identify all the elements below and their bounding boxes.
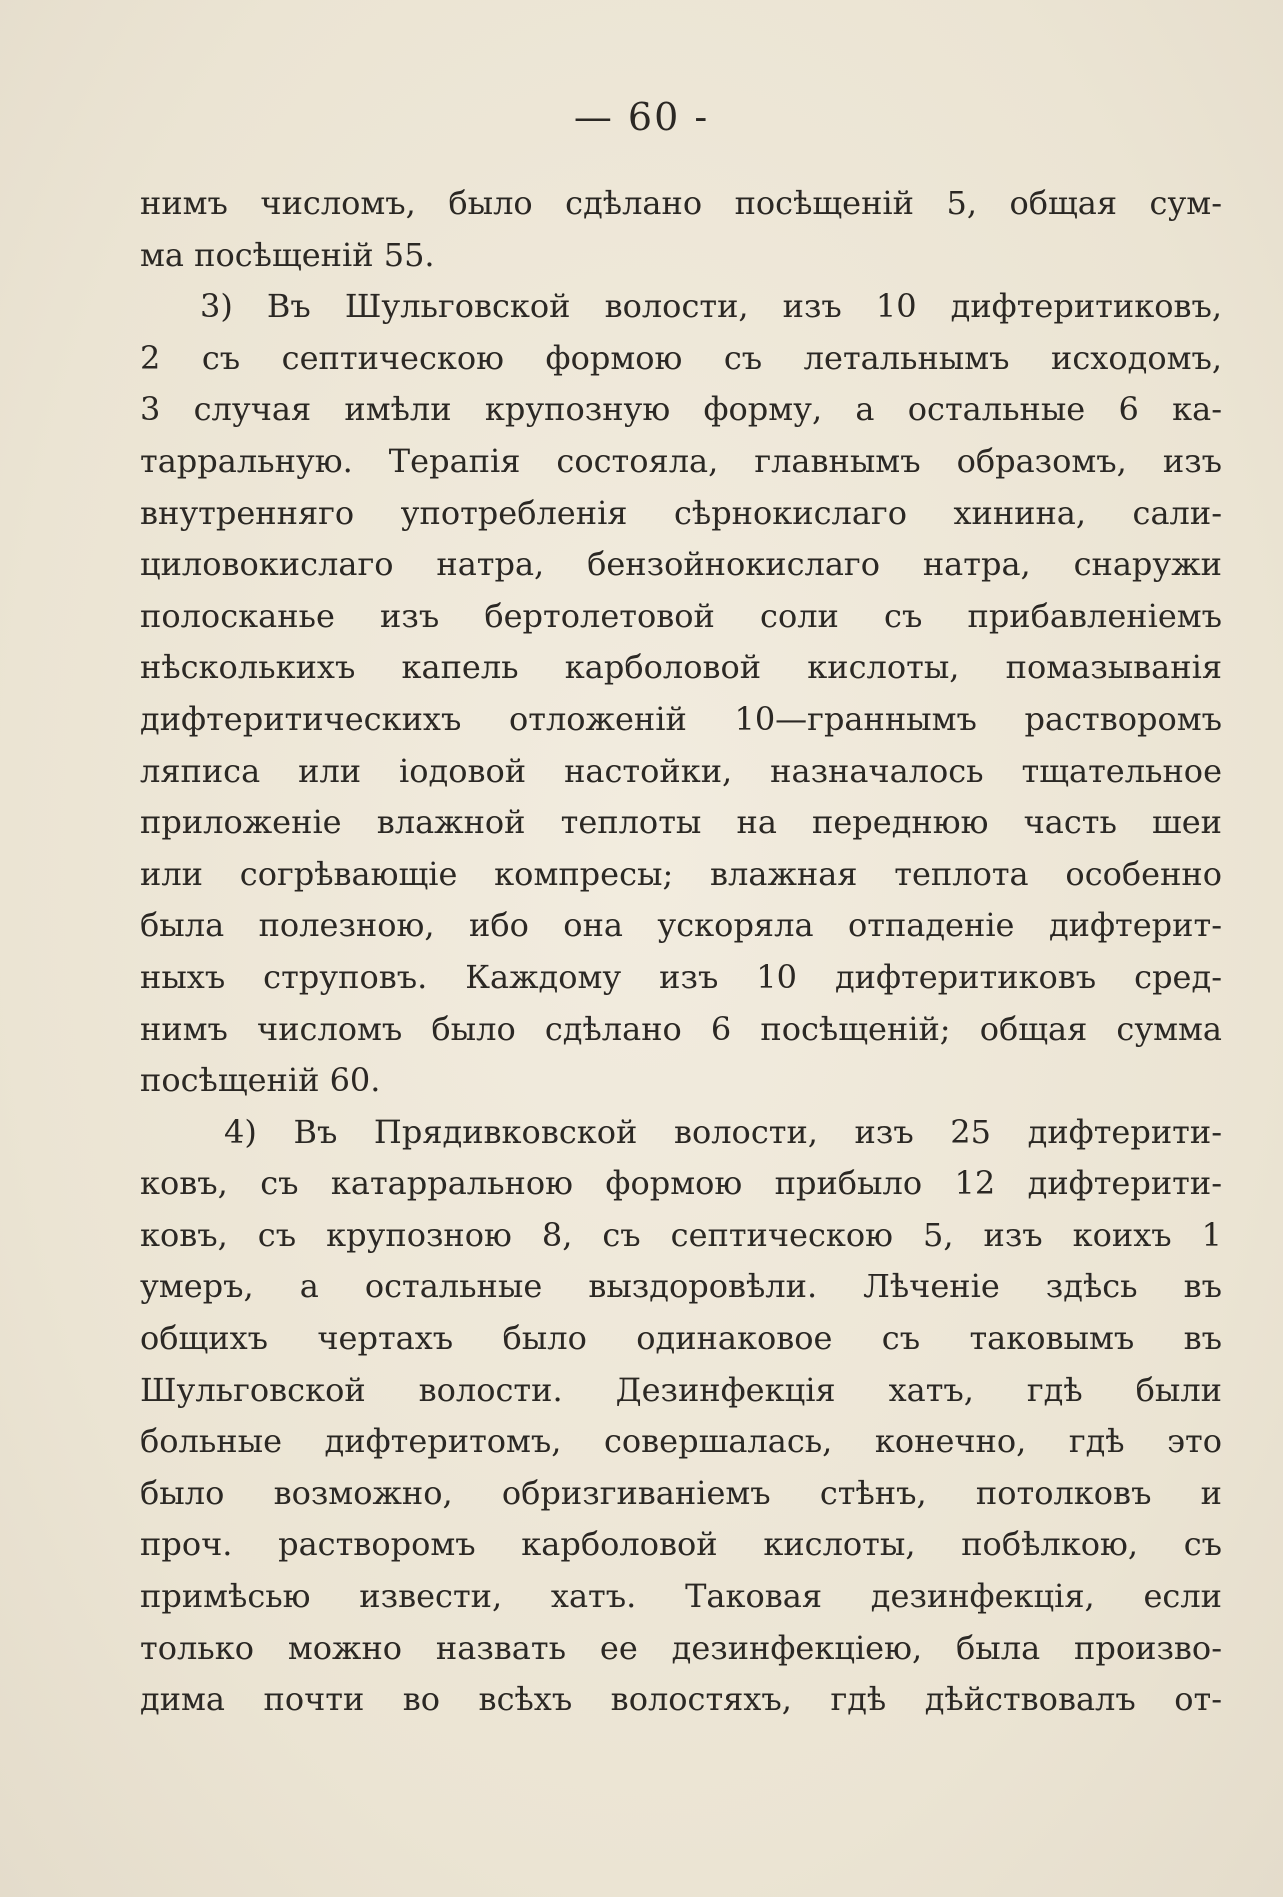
text-line: дима почти во всѣхъ волостяхъ, гдѣ дѣйствовалъ от- [140,1680,1222,1719]
page-number: — 60 - [573,95,710,139]
text-line: полосканье изъ бертолетовой соли съ прибавленіемъ [140,596,1222,635]
text-line: проч. растворомъ карболовой кислоты, побѣлкою, съ [140,1525,1222,1564]
text-line: общихъ чертахъ было одинаковое съ таковымъ въ [140,1319,1222,1358]
text-line: или согрѣвающіе компресы; влажная теплота особенно [140,854,1222,893]
text-line: 2 съ септическою формою съ летальнымъ исходомъ, [140,338,1222,377]
text-line: ковъ, съ катарральною формою прибыло 12 дифтерити- [140,1164,1222,1203]
text-line: нимъ числомъ было сдѣлано 6 посѣщеній; общая сумма [140,1009,1222,1048]
text-line: циловокислаго натра, бензойнокислаго натра, снаружи [140,545,1222,584]
text-line: дифтеритическихъ отложеній 10—граннымъ растворомъ [140,699,1222,738]
text-line: ковъ, съ крупозною 8, съ септическою 5, изъ коихъ 1 [140,1215,1222,1254]
text-line: примѣсью извести, хатъ. Таковая дезинфекція, если [140,1577,1222,1616]
text-line: только можно назвать ее дезинфекціею, была произво- [140,1628,1222,1667]
body-text [140,178,1222,1726]
text-line: была полезною, ибо она ускоряла отпаденіе дифтерит- [140,906,1222,945]
text-line: приложеніе влажной теплоты на переднюю часть шеи [140,803,1222,842]
text-line: ныхъ струповъ. Каждому изъ 10 дифтеритиковъ сред- [140,957,1222,996]
text-line: ляписа или іодовой настойки, назначалось тщательное [140,751,1222,790]
text-line: 3 случая имѣли крупозную форму, а остальные 6 ка- [140,390,1222,429]
text-line: 3) Въ Шульговской волости, изъ 10 дифтеритиковъ, [200,287,1222,326]
text-line: было возможно, обризгиваніемъ стѣнъ, потолковъ и [140,1473,1222,1512]
text-line: нимъ числомъ, было сдѣлано посѣщеній 5, общая сум- [140,184,1222,222]
text-line: посѣщеній 60. [140,1061,381,1100]
text-line: ма посѣщеній 55. [140,235,435,274]
text-line: 4) Въ Прядивковской волости, изъ 25 дифтерити- [224,1112,1222,1151]
text-line: нѣсколькихъ капель карболовой кислоты, помазыванія [140,648,1222,687]
text-line: тарральную. Терапія состояла, главнымъ образомъ, изъ [140,441,1222,480]
text-line: умеръ, а остальные выздоровѣли. Лѣченіе здѣсь въ [140,1267,1222,1306]
text-line: больные дифтеритомъ, совершалась, конечно, гдѣ это [140,1422,1222,1461]
text-line: внутренняго употребленія сѣрнокислаго хинина, сали- [140,493,1222,532]
text-line: Шульговской волости. Дезинфекція хатъ, гдѣ были [140,1370,1222,1409]
